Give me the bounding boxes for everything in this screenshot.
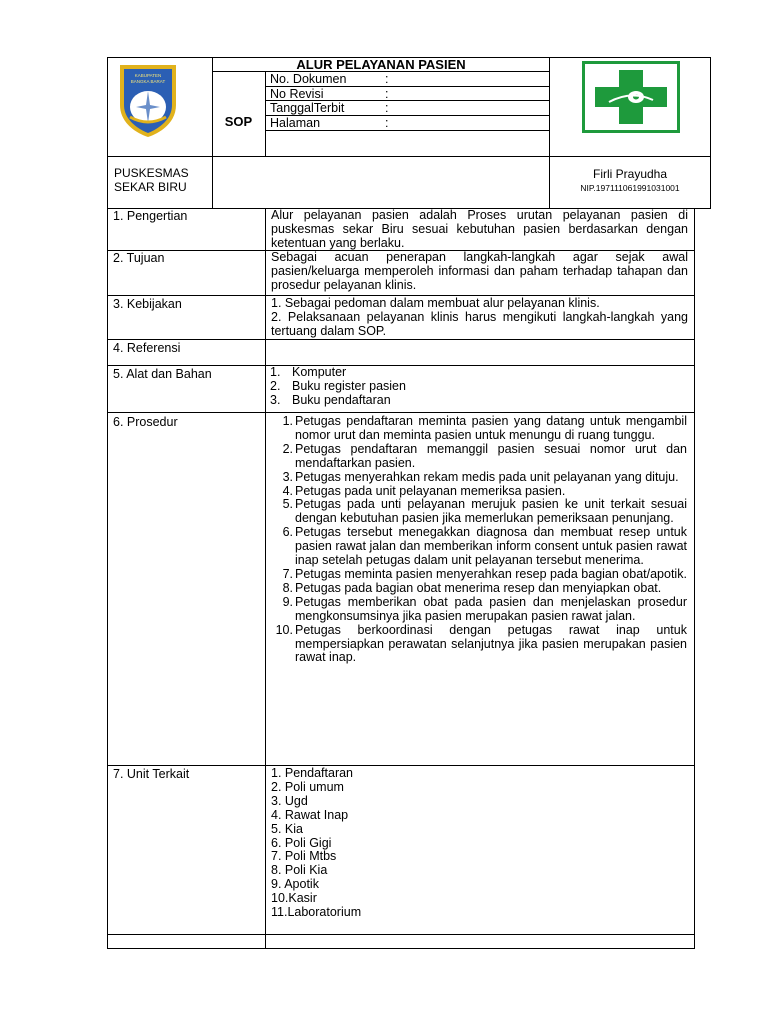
- row-label-alat-bahan: 5. Alat dan Bahan: [113, 367, 212, 381]
- kebijakan-item-1: 1. Sebagai pedoman dalam membuat alur pelayanan klinis.: [271, 296, 600, 310]
- list-item-number: 9.: [282, 594, 293, 609]
- list-item: [273, 415, 687, 443]
- list-item-text: Komputer: [292, 365, 347, 379]
- list-item: [273, 471, 687, 485]
- row-label-unit-terkait: 7. Unit Terkait: [113, 767, 190, 781]
- row-content-pengertian: Alur pelayanan pasien adalah Proses urutan pelayanan pasien di puskesmas sekar Biru sesuai kebutuhan pasien berdasarkan dengan ketentuan yang berlaku.: [271, 208, 688, 250]
- kebijakan-item-2: 2. Pelaksanaan pelayanan klinis harus mengikuti langkah-langkah yang tertuang dalam SOP.: [271, 310, 688, 338]
- list-item-text: Buku pendaftaran: [292, 392, 391, 407]
- row-label-referensi: 4. Referensi: [113, 341, 181, 355]
- org-name-line2: SEKAR BIRU: [114, 180, 187, 194]
- list-item-number: 3.: [282, 469, 293, 484]
- list-item: [273, 498, 687, 526]
- unit-terkait-list: [271, 767, 571, 920]
- list-item: 9. Apotik: [271, 877, 319, 892]
- list-item: [270, 380, 687, 394]
- list-item: 10.Kasir: [271, 891, 317, 906]
- list-item: 1. Pendaftaran: [271, 766, 354, 780]
- list-item-text: Petugas menyerahkan rekam medis pada unit pelayanan yang dituju.: [295, 469, 679, 484]
- list-item-number: 3.: [270, 392, 281, 407]
- list-item: [270, 366, 687, 380]
- puskesmas-logo: [581, 60, 681, 134]
- field-no-revisi-label: No Revisi: [270, 87, 324, 101]
- row-label-kebijakan: 3. Kebijakan: [113, 297, 182, 311]
- list-item-text: Petugas pendaftaran meminta pasien yang datang untuk mengambil nomor urut dan meminta pasien untuk menungu di ruang tunggu.: [295, 414, 687, 442]
- list-item: [273, 568, 687, 582]
- document-title: ALUR PELAYANAN PASIEN: [296, 57, 466, 72]
- list-item: [273, 582, 687, 596]
- prosedur-list: [273, 415, 687, 665]
- field-tanggal-terbit-label: TanggalTerbit: [270, 101, 345, 115]
- list-item: 3. Ugd: [271, 793, 308, 808]
- list-item-number: 1.: [282, 414, 293, 428]
- list-item-number: 4.: [282, 483, 293, 498]
- list-item-number: 10.: [275, 622, 293, 637]
- list-item-number: 7.: [282, 566, 293, 581]
- signer-nip: NIP.197111061991031001: [580, 183, 680, 193]
- list-item-text: Petugas pada unti pelayanan merujuk pasien ke unit terkait sesuai dengan kebutuhan pasien jika memerlukan pemeriksaan penunjang.: [295, 497, 687, 526]
- list-item: [270, 394, 687, 408]
- list-item: [273, 485, 687, 499]
- sop-label: SOP: [224, 114, 253, 129]
- list-item-text: Petugas memberikan obat pada pasien dan menjelaskan prosedur mengkonsumsinya jika pasien merupakan pasien rawat jalan.: [295, 594, 687, 623]
- list-item-number: 5.: [282, 497, 293, 512]
- regency-logo: [116, 61, 180, 139]
- signer-name: Firli Prayudha: [592, 167, 668, 181]
- list-item: [273, 624, 687, 666]
- field-no-dokumen-sep: :: [385, 72, 389, 86]
- list-item-number: 8.: [282, 580, 293, 595]
- field-no-dokumen-label: No. Dokumen: [270, 72, 347, 86]
- list-item: 11.Laboratorium: [271, 905, 362, 920]
- field-halaman-sep: :: [385, 116, 389, 130]
- list-item: 2. Poli umum: [271, 779, 344, 794]
- logo-text-top: KABUPATEN: [134, 73, 162, 78]
- row-label-tujuan: 2. Tujuan: [113, 251, 165, 265]
- list-item-number: 2.: [282, 441, 293, 456]
- list-item-number: 6.: [282, 525, 293, 540]
- list-item: [273, 526, 687, 568]
- row-label-prosedur: 6. Prosedur: [113, 415, 178, 429]
- logo-text-bottom: BANGKA BARAT: [130, 79, 166, 84]
- list-item-number: 1.: [270, 365, 281, 379]
- list-item-text: Petugas pada bagian obat menerima resep dan menyiapkan obat.: [295, 580, 662, 595]
- list-item-text: Petugas meminta pasien menyerahkan resep pada bagian obat/apotik.: [295, 566, 687, 581]
- list-item-text: Petugas pada unit pelayanan memeriksa pasien.: [295, 483, 566, 498]
- list-item: 4. Rawat Inap: [271, 807, 349, 822]
- list-item: [273, 443, 687, 471]
- list-item: 7. Poli Mtbs: [271, 849, 337, 864]
- list-item: 8. Poli Kia: [271, 863, 328, 878]
- list-item: 6. Poli Gigi: [271, 835, 332, 850]
- list-item-text: Petugas pendaftaran memanggil pasien sesuai nomor urut dan mendaftarkan pasien.: [295, 441, 687, 470]
- row-content-tujuan: Sebagai acuan penerapan langkah-langkah agar sejak awal pasien/keluarga memperoleh informasi dan paham terhadap tahapan dan prosedur pelayanan klinis.: [271, 250, 688, 292]
- list-item-text: Petugas tersebut menegakkan diagnosa dan membuat resep untuk pasien rawat jalan dan memberikan inform consent untuk pasien rawat inap setelah petugas dalam unit pelayanan tersebut menerima.: [295, 525, 687, 568]
- list-item: 5. Kia: [271, 821, 303, 836]
- field-no-revisi-sep: :: [385, 87, 389, 101]
- list-item: [273, 596, 687, 624]
- alat-bahan-list: [270, 366, 687, 408]
- field-halaman-label: Halaman: [270, 116, 321, 130]
- list-item-text: Petugas berkoordinasi dengan petugas rawat inap untuk mempersiapkan perawatan selanjutnya jika pasien merupakan pasien rawat inap.: [295, 622, 687, 665]
- list-item-number: 2.: [270, 378, 281, 393]
- org-name-line1: PUSKESMAS: [114, 166, 189, 180]
- field-tanggal-terbit-sep: :: [385, 101, 389, 115]
- list-item-text: Buku register pasien: [292, 378, 406, 393]
- row-label-pengertian: 1. Pengertian: [113, 209, 188, 223]
